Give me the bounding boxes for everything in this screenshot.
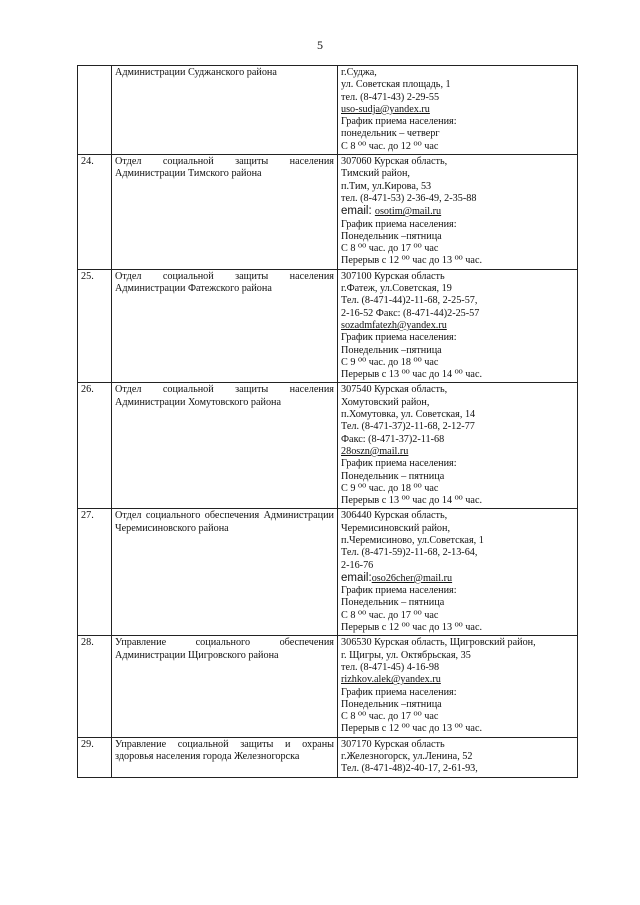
contact-line: Тимский район, [341,168,410,180]
email-link[interactable]: osotim@mail.ru [374,206,442,218]
contact-info [338,509,578,636]
contact-line: Понедельник –пятница [341,230,442,242]
contact-line: С 9 ⁰⁰ час. до 18 ⁰⁰ час [341,356,439,368]
email-link[interactable]: oso26cher@mail.ru [371,572,453,584]
email-line [341,572,574,585]
contact-line: тел. (8-471-45) 4-16-98 [341,661,440,673]
contact-line: С 8 ⁰⁰ час. до 17 ⁰⁰ час [341,243,439,255]
contact-line: г. Щигры, ул. Октябрьская, 35 [341,649,471,661]
office-name: Управление социального обеспечения Администрации Щигровского района [112,636,338,737]
contact-line: тел. (8-471-43) 2-29-55 [341,91,440,103]
contact-line: Перерыв с 12 ⁰⁰ час до 13 ⁰⁰ час. [341,723,483,735]
office-name: Отдел социального обеспечения Администрации Черемисиновского района [112,509,338,636]
contact-line: г.Фатеж, ул.Советская, 19 [341,283,452,295]
email-label: email: [341,205,375,218]
contact-line: График приема населения: [341,218,457,230]
contact-line: 306530 Курская область, Щигровский район, [341,637,536,649]
table-body [78,66,578,778]
contact-info [338,269,578,383]
table-row [78,155,578,270]
contact-line: График приема населения: [341,332,457,344]
contact-line: п.Черемисиново, ул.Советская, 1 [341,534,484,546]
contact-line: Перерыв с 12 ⁰⁰ час до 13 ⁰⁰ час. [341,255,483,267]
contact-line: С 8 ⁰⁰ час. до 12 ⁰⁰ час [341,140,439,152]
contact-line: Тел. (8-471-37)2-11-68, 2-12-77 [341,421,475,433]
page-number: 5 [317,38,323,52]
contact-line: г.Суджа, [341,67,377,78]
email-link[interactable]: 28oszn@mail.ru [341,445,409,457]
table-row [78,737,578,777]
row-number [78,66,112,155]
contact-line: Черемисиновский район, [341,522,451,534]
table-row [78,509,578,636]
contact-line: Перерыв с 13 ⁰⁰ час до 14 ⁰⁰ час. [341,495,483,507]
contact-info [338,383,578,509]
contact-line: График приема населения: [341,585,457,597]
email-link[interactable]: rizhkov.alek@yandex.ru [341,674,441,686]
email-link[interactable]: uso-sudja@yandex.ru [341,103,430,115]
contact-line: С 9 ⁰⁰ час. до 18 ⁰⁰ час [341,482,439,494]
contact-line: 2-16-76 [341,559,374,571]
contact-line: Понедельник – пятница [341,470,445,482]
contact-info [338,66,578,155]
contact-line: 306440 Курская область, [341,510,448,522]
table-row [78,269,578,383]
table-row [78,636,578,737]
contact-line: График приема населения: [341,116,457,128]
contact-line: Перерыв с 13 ⁰⁰ час до 14 ⁰⁰ час. [341,369,483,381]
contact-line: Перерыв с 12 ⁰⁰ час до 13 ⁰⁰ час. [341,622,483,634]
table-row [78,66,578,155]
contact-line: понедельник – четверг [341,128,440,140]
contact-line: С 8 ⁰⁰ час. до 17 ⁰⁰ час [341,711,439,723]
contact-line: Понедельник –пятница [341,344,442,356]
row-number: 25. [78,269,112,383]
contact-line: График приема населения: [341,458,457,470]
table-row [78,383,578,509]
office-name: Администрации Суджанского района [112,66,338,155]
contact-line: Понедельник –пятница [341,698,442,710]
row-number: 26. [78,383,112,509]
contact-line: 2-16-52 Факс: (8-471-44)2-25-57 [341,307,480,319]
row-number: 29. [78,737,112,777]
contact-line: 307100 Курская область [341,270,445,282]
contact-line: г.Железногорск, ул.Ленина, 52 [341,751,473,763]
contact-line: п.Хомутовка, ул. Советская, 14 [341,409,476,421]
contact-info [338,636,578,737]
row-number: 27. [78,509,112,636]
contact-line: Тел. (8-471-48)2-40-17, 2-61-93, [341,763,478,775]
offices-table [77,65,578,778]
contact-line: тел. (8-471-53) 2-36-49, 2-35-88 [341,192,477,204]
contact-line: п.Тим, ул.Кирова, 53 [341,180,432,192]
email-line [341,205,574,218]
contact-line: 307060 Курская область, [341,156,448,168]
email-label: email: [341,571,372,584]
contact-line: Понедельник – пятница [341,597,445,609]
contact-line: Тел. (8-471-44)2-11-68, 2-25-57, [341,295,478,307]
contact-line: С 8 ⁰⁰ час. до 17 ⁰⁰ час [341,609,439,621]
email-link[interactable]: sozadmfatezh@yandex.ru [341,319,447,331]
contact-info [338,155,578,270]
contact-line: 307540 Курская область, [341,384,448,396]
office-name: Отдел социальной защиты населения Администрации Тимского района [112,155,338,270]
office-name: Управление социальной защиты и охраны здоровья населения города Железногорска [112,737,338,777]
contact-line: 307170 Курская область [341,738,445,750]
contact-line: ул. Советская площадь, 1 [341,79,451,91]
contact-line: Факс: (8-471-37)2-11-68 [341,433,445,445]
office-name: Отдел социальной защиты населения Администрации Хомутовского района [112,383,338,509]
contact-line: Хомутовский район, [341,396,430,408]
office-name: Отдел социальной защиты населения Администрации Фатежского района [112,269,338,383]
contact-line: График приема населения: [341,686,457,698]
contact-info [338,737,578,777]
contact-line: Тел. (8-471-59)2-11-68, 2-13-64, [341,547,478,559]
row-number: 24. [78,155,112,270]
row-number: 28. [78,636,112,737]
